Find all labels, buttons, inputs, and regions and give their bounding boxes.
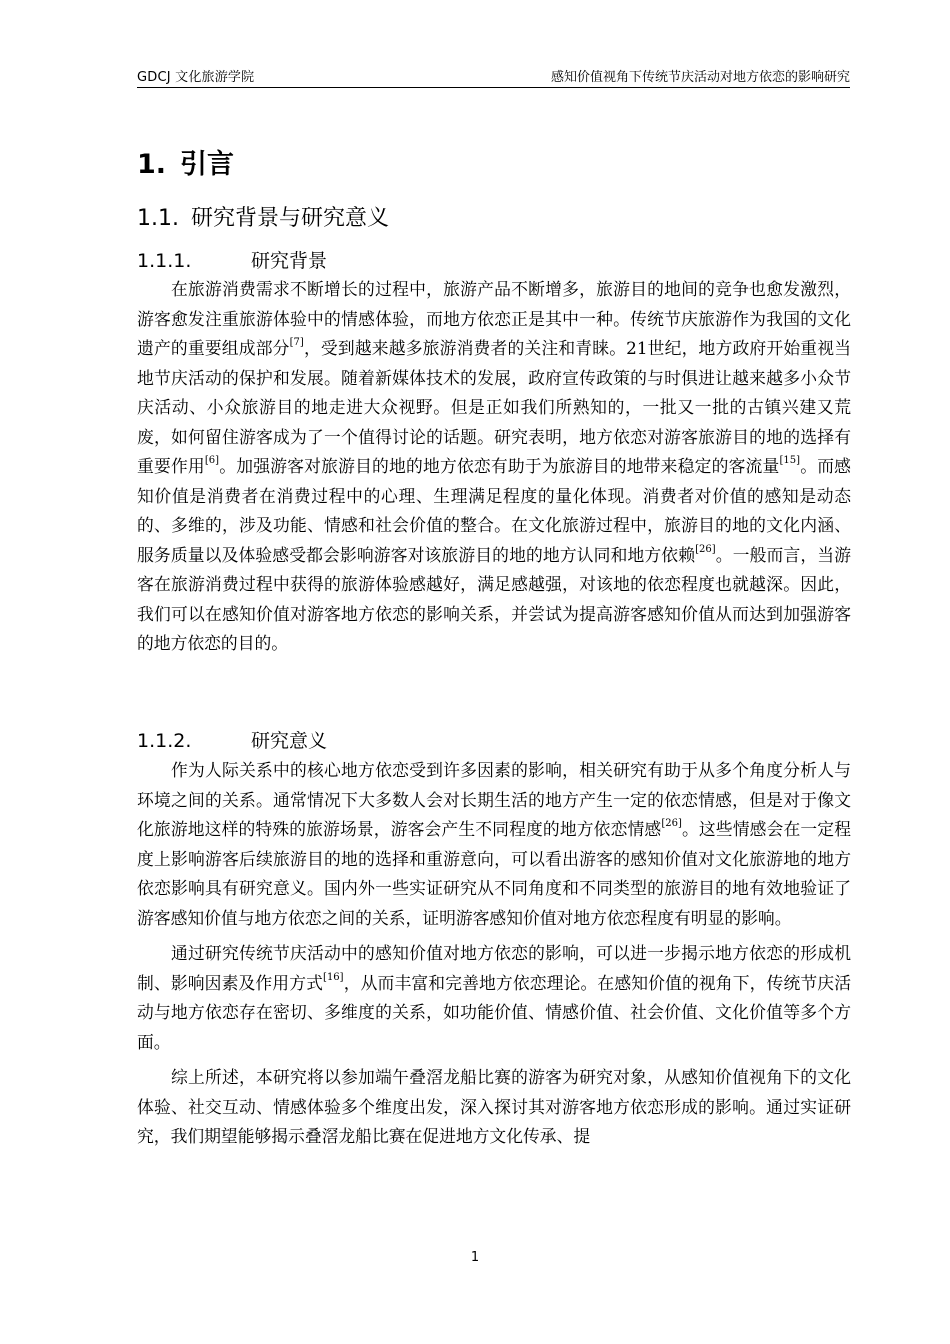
text-run: 作为人际关系中的核心地方依恋受到许多因素的影响，相关研究有助于从多个角度分析人与环境之间的关系。通常情况下大多数人会对长期生活的地方产生一定的依恋情感，但是对于像文化旅游地这样的特殊的旅游场景，游客会产生不同程度的地方依恋情感 <box>137 760 851 839</box>
subsection-number: 1.1.1. <box>137 250 192 272</box>
chapter-title: 引言 <box>180 149 235 180</box>
significance-paragraph-1 <box>137 756 851 933</box>
citation: [16] <box>323 971 344 983</box>
text-run: 在旅游消费需求不断增长的过程中，旅游产品不断增多，旅游目的地间的竞争也愈发激烈，游客愈发注重旅游体验中的情感体验，而地方依恋正是其中一种。传统节庆旅游作为我国的文化遗产的重要组成部分 <box>137 279 851 358</box>
subsection-number: 1.1.2. <box>137 730 192 752</box>
background-paragraph <box>137 275 851 659</box>
text-run: 。这些情感会在一定程度上影响游客后续旅游目的地的选择和重游意向，可以看出游客的感知价值对文化旅游地的地方依恋影响具有研究意义。国内外一些实证研究从不同角度和不同类型的旅游目的地有效地验证了游客感知价值与地方依恋之间的关系，证明游客感知价值对地方依恋程度有明显的影响。 <box>137 819 851 928</box>
subsection-heading-background <box>137 246 327 273</box>
citation: [15] <box>779 455 801 467</box>
citation: [6] <box>204 455 220 467</box>
section-title: 研究背景与研究意义 <box>190 206 389 231</box>
section-number: 1.1. <box>137 206 179 231</box>
text-run: 。而感知价值是消费者在消费过程中的心理、生理满足程度的量化体现。消费者对价值的感知是动态的、多维的，涉及功能、情感和社会价值的整合。在文化旅游过程中，旅游目的地的文化内涵、服务质量以及体验感受都会影响游客对该旅游目的地的地方认同和地方依赖 <box>137 456 851 565</box>
citation: [26] <box>661 818 682 830</box>
header-school-name: GDCJ 文化旅游学院 <box>137 70 255 85</box>
subsection-title: 研究背景 <box>251 250 328 272</box>
background-body <box>137 275 851 659</box>
chapter-heading <box>137 142 234 181</box>
text-run: 。一般而言，当游客在旅游消费过程中获得的旅游体验感越好，满足感越强，对该地的依恋程度也就越深。因此，我们可以在感知价值对游客地方依恋的影响关系，并尝试为提高游客感知价值从而达到加强游客的地方依恋的目的。 <box>137 544 851 653</box>
text-run: ，受到越来越多旅游消费者的关注和青睐。21世纪，地方政府开始重视当地节庆活动的保护和发展。随着新媒体技术的发展，政府宣传政策的与时俱进让越来越多小众节庆活动、小众旅游目的地走进大众视野。但是正如我们所熟知的，一批又一批的古镇兴建又荒废，如何留住游客成为了一个值得讨论的话题。研究表明，地方依恋对游客旅游目的地的选择有重要作用 <box>137 338 851 476</box>
section-heading <box>137 201 389 232</box>
significance-paragraph-2 <box>137 939 851 1057</box>
header-thesis-title: 感知价值视角下传统节庆活动对地方依恋的影响研究 <box>550 70 850 85</box>
significance-body <box>137 756 851 1152</box>
significance-paragraph-3: 综上所述，本研究将以参加端午叠滘龙船比赛的游客为研究对象，从感知价值视角下的文化体验、社交互动、情感体验多个维度出发，深入探讨其对游客地方依恋形成的影响。通过实证研究，我们期望能够揭示叠滘龙船比赛在促进地方文化传承、提 <box>137 1067 851 1146</box>
text-run: 通过研究传统节庆活动中的感知价值对地方依恋的影响，可以进一步揭示地方依恋的形成机制、影响因素及作用方式 <box>137 943 851 993</box>
citation: [26] <box>695 543 716 555</box>
page-number: 1 <box>470 1250 480 1265</box>
text-run: ，从而丰富和完善地方依恋理论。在感知价值的视角下，传统节庆活动与地方依恋存在密切、多维度的关系，如功能价值、情感价值、社会价值、文化价值等多个方面。 <box>137 972 851 1052</box>
header-divider <box>137 87 850 88</box>
text-run: 。加强游客对旅游目的地的地方依恋有助于为旅游目的地带来稳定的客流量 <box>219 456 780 476</box>
citation: [7] <box>289 337 304 349</box>
subsection-title: 研究意义 <box>251 730 328 752</box>
chapter-number: 1. <box>137 149 167 180</box>
subsection-heading-significance <box>137 726 327 753</box>
